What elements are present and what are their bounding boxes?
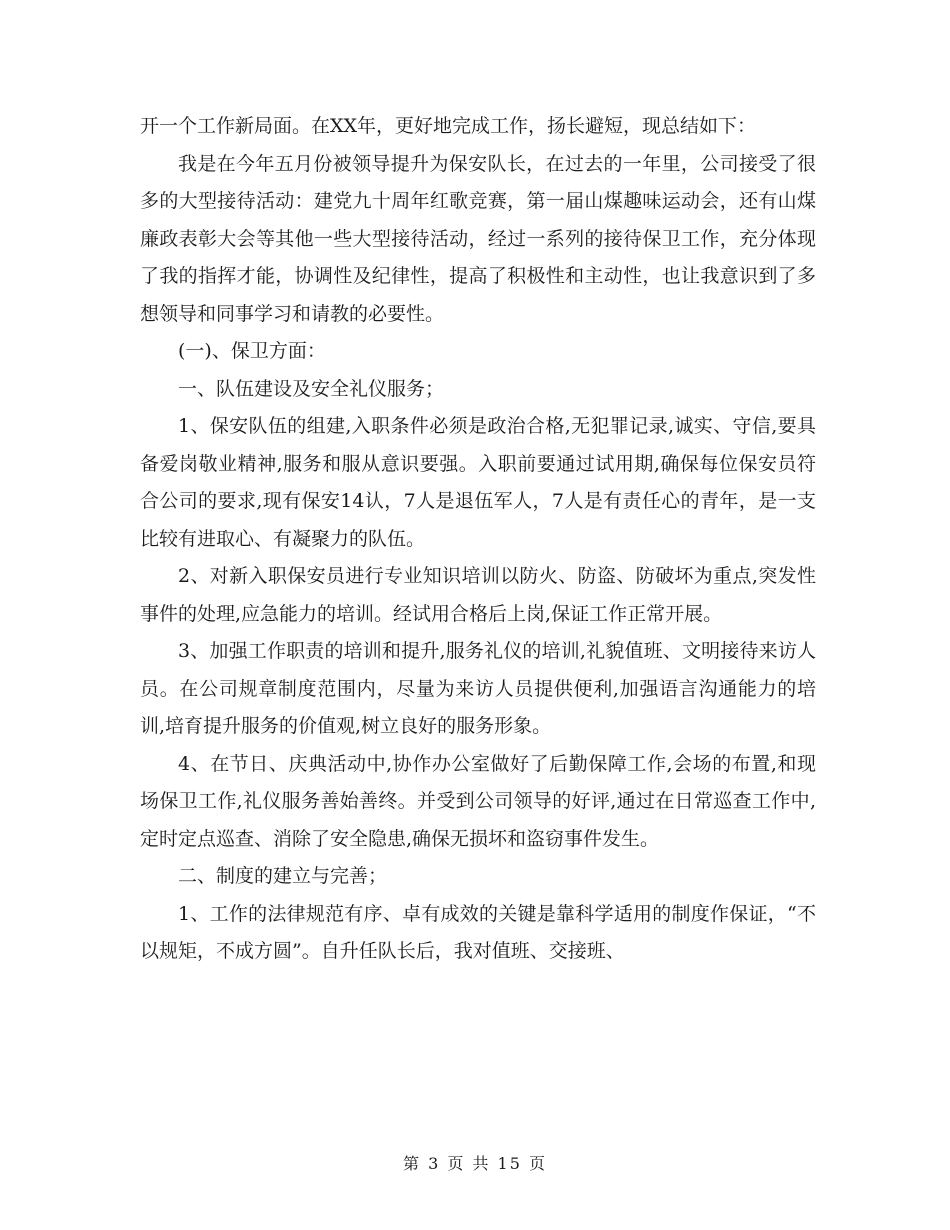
page-number-footer: 第 3 页 共 15 页	[403, 1154, 547, 1173]
subheading-team-building: 一、队伍建设及安全礼仪服务；	[178, 377, 445, 400]
document-body	[140, 108, 816, 971]
subheading-system-building: 二、制度的建立与完善；	[178, 865, 388, 887]
paragraph-item-2: 2、对新入职保安员进行专业知识培训以防火、防盗、防破坏为重点,突发性事件的处理,应急能力的培训。经试用合格后上岗,保证工作正常开展。	[140, 565, 816, 625]
paragraph-intro: 我是在今年五月份被领导提升为保安队长，在过去的一年里，公司接受了很多的大型接待活动：建党九十周年红歌竞赛，第一届山煤趣味运动会，还有山煤廉政表彰大会等其他一些大型接待活动，经过一系列的接待保卫工作，充分体现了我的指挥才能，协调性及纪律性，提高了积极性和主动性，也让我意识到了多想领导和同事学习和请教的必要性。	[140, 152, 816, 325]
section-heading-security: (一)、保卫方面：	[178, 340, 326, 362]
paragraph-item-4: 4、在节日、庆典活动中,协作办公室做好了后勤保障工作,会场的布置,和现场保卫工作,礼仪服务善始善终。并受到公司领导的好评,通过在日常巡查工作中,定时定点巡查、消除了安全隐患,确保无损坏和盗窃事件发生。	[140, 752, 816, 850]
paragraph-item-1: 1、保安队伍的组建,入职条件必须是政治合格,无犯罪记录,诚实、守信,要具备爱岗敬业精神,服务和服从意识要强。入职前要通过试用期,确保每位保安员符合公司的要求,现有保安14认，7人是退伍军人，7人是有责任心的青年，是一支比较有进取心、有凝聚力的队伍。	[140, 415, 816, 550]
paragraph-item-3: 3、加强工作职责的培训和提升,服务礼仪的培训,礼貌值班、文明接待来访人员。在公司规章制度范围内，尽量为来访人员提供便利,加强语言沟通能力的培训,培育提升服务的价值观,树立良好的服务形象。	[140, 640, 816, 737]
paragraph-continuation: 开一个工作新局面。在XX年，更好地完成工作，扬长避短，现总结如下：	[140, 115, 757, 137]
paragraph-system-item-1: 1、工作的法律规范有序、卓有成效的关键是靠科学适用的制度作保证，“不以规矩，不成方圆”。自升任队长后，我对值班、交接班、	[140, 902, 816, 962]
